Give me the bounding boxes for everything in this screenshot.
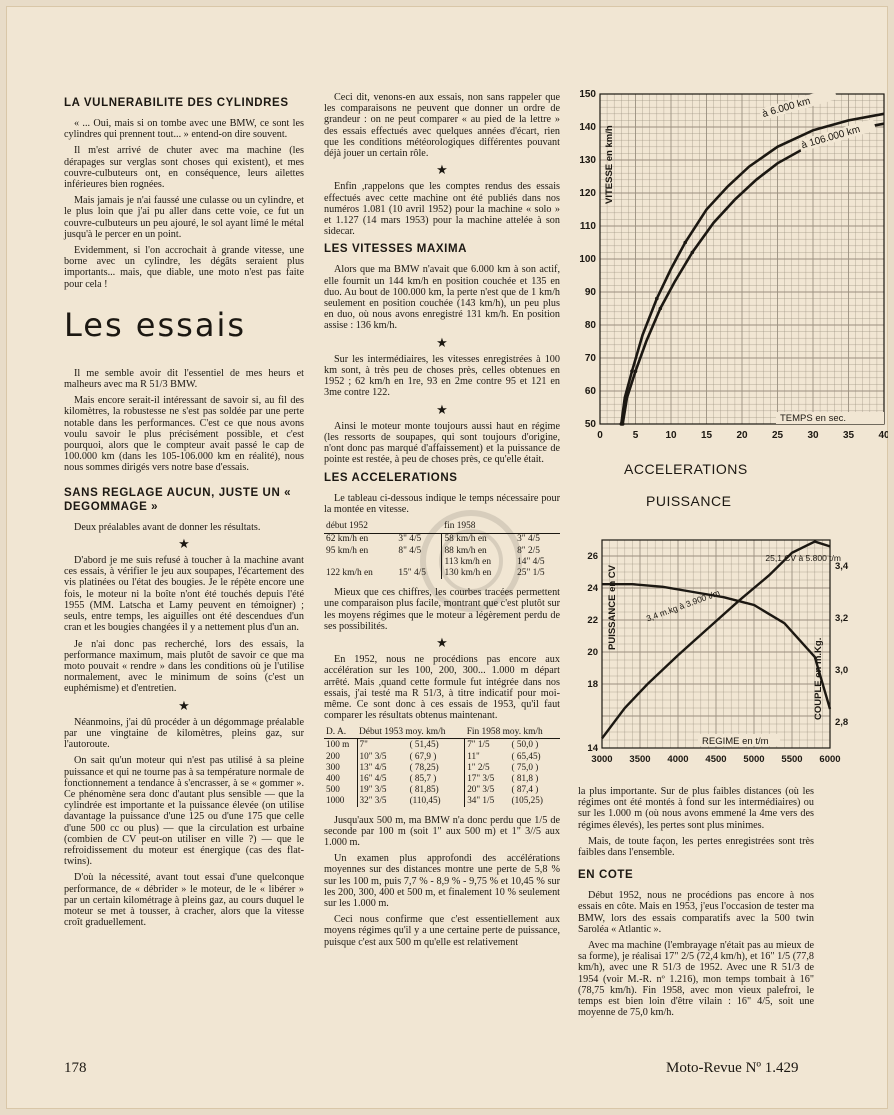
data-point	[621, 422, 625, 426]
table-cell: 7"	[357, 739, 408, 751]
y-tick-label: 120	[579, 188, 596, 199]
x-axis-label: REGIME en t/m	[702, 736, 769, 747]
table-row	[324, 795, 560, 806]
star-separator: ★	[178, 535, 190, 551]
x-tick-label: 10	[665, 430, 677, 441]
paragraph: Néanmoins, j'ai dû procéder à un dégommage préalable par une vingtaine de kilomètres, pleins gaz, sur l'autoroute.	[64, 716, 304, 751]
paragraph: D'où la nécessité, avant tout essai d'une quelconque performance, de « débrider » le moteur, de le « libérer » par un certain kilométrage à pleins gaz, au cours duquel le moteur se met à tousser, à cracher, alors que la vitesse croît graduellement.	[64, 872, 304, 929]
y2-tick-label: 3,2	[835, 613, 849, 624]
column-1	[64, 92, 304, 933]
y2-axis-label: COUPLE en m.Kg.	[813, 637, 824, 720]
table-cell: 20" 3/5	[465, 784, 510, 795]
table-cell: 88 km/h en	[442, 546, 515, 557]
table-row	[324, 784, 560, 795]
table-cell: 300	[326, 761, 340, 772]
table-cell: 7" 1/5	[465, 739, 510, 751]
table-cell: 130 km/h en	[442, 568, 515, 579]
table-cell: 15" 4/5	[398, 567, 426, 578]
data-point	[691, 251, 695, 255]
x-tick-label: 3000	[591, 754, 613, 765]
y-axis-label: PUISSANCE en CV	[607, 565, 618, 650]
paragraph: Sur les intermédiaires, les vitesses enregistrées à 100 km sont, à très peu de choses près, celles obtenues en 1952 ; 62 km/h en 1re, 93 en 2me contre 95 et 121 en 3me contre 122.	[324, 353, 560, 399]
heading-accelerations: LES ACCELERATIONS	[324, 471, 458, 484]
y-tick-label: 150	[579, 89, 596, 100]
table-cell: ( 50,0 )	[511, 739, 539, 750]
table-cell: ( 81,85)	[409, 784, 439, 795]
heading-cote: EN COTE	[578, 869, 634, 882]
paragraph: Deux préalables avant de donner les résultats.	[74, 521, 261, 533]
y-tick-label: 26	[587, 551, 598, 562]
table-cell: 122 km/h en	[326, 567, 373, 578]
x-tick-label: 0	[597, 430, 603, 441]
paragraph: Le tableau ci-dessous indique le temps nécessaire pour la montée en vitesse.	[324, 492, 560, 515]
series-label	[759, 88, 837, 121]
paragraph: Mieux que ces chiffres, les courbes tracées permettent une comparaison plus facile, montrant que c'est plutôt sur les moyens régimes que le moteur a légèrement perdu de ses possibilités.	[324, 587, 560, 632]
paragraph: Mais, de toute façon, les pertes enregistrées sont très faibles dans l'ensemble.	[578, 835, 814, 859]
table-cell: 200	[326, 750, 340, 761]
paragraph: Je n'ai donc pas recherché, lors des essais, la performance maximum, mais plutôt de savoir ce que ma moto pouvait « rendre » dans les conditions où je l'utilise normalement, avec le minimum de soins (c'est un euphémisme) et d'entretien.	[64, 638, 304, 695]
table-cell: 32" 3/5	[357, 795, 408, 806]
table-cell: ( 78,25)	[409, 761, 439, 772]
column-3	[578, 786, 814, 1023]
data-point	[659, 307, 663, 311]
y-tick-label: 80	[584, 320, 596, 331]
watermark-stamp-icon	[416, 506, 526, 616]
y-tick-label: 130	[579, 155, 596, 166]
table-row	[324, 773, 560, 784]
x-tick-label: 5000	[743, 754, 765, 765]
table-header: Début 1953 moy. km/h	[357, 726, 465, 739]
y-tick-label: 50	[584, 419, 596, 430]
y-tick-label: 90	[584, 287, 596, 298]
acceleration-table-2	[324, 726, 560, 806]
y-tick-label: 110	[579, 221, 596, 232]
x-tick-label: 40	[878, 430, 890, 441]
table-cell: ( 87,4 )	[511, 784, 539, 795]
paragraph: « ... Oui, mais si on tombe avec une BMW, ce sont les cylindres qui prennent tout... » entend-on dire souvent.	[64, 118, 304, 141]
table-cell: 1000	[326, 795, 345, 806]
table-cell: 100 m	[326, 739, 350, 750]
x-tick-label: 5500	[781, 754, 803, 765]
series-line	[623, 124, 884, 424]
table-cell: 34" 1/5	[465, 795, 510, 806]
table-cell: 95 km/h en	[326, 545, 369, 556]
heading-vulnerabilite: LA VULNERABILITE DES CYLINDRES	[64, 97, 289, 109]
table-header: fin 1958	[442, 520, 560, 534]
table-cell: ( 67,9 )	[409, 750, 437, 761]
table-cell: 3" 4/5	[398, 534, 422, 545]
table-cell: ( 75,0 )	[511, 761, 539, 772]
x-tick-label: 25	[771, 430, 784, 441]
data-point	[634, 369, 638, 373]
data-point	[655, 297, 659, 301]
table-cell: 19" 3/5	[357, 784, 408, 795]
x-tick-label: 6000	[819, 754, 841, 765]
paragraph: Il me semble avoir dit l'essentiel de mes heurs et malheurs avec ma R 51/3 BMW.	[64, 367, 304, 391]
paragraph: On sait qu'un moteur qui n'est pas utilisé à sa pleine puissance et qui ne tourne pas à sa température normale de fonctionnement a tendance à s'encrasser, à se « gommer ». Ce phénomène sera donc d'autant plus sensible — que la cylindrée est importante et la puissance élevée (on utilise davantage la puissance d'une 125 ou d'une 175 que celle d'une 500 cc ou plus) — que la circulation est urbaine (combien de CV peut-on utiliser en ville ?) — que le refroidissement du moteur est énergique (cas des flat-twins).	[64, 755, 304, 868]
table-cell: 113 km/h en	[442, 557, 515, 568]
y-tick-label: 14	[587, 743, 598, 754]
y-tick-label: 60	[584, 386, 596, 397]
table-cell: 14" 4/5	[517, 556, 545, 567]
table-cell: 10" 3/5	[357, 751, 408, 762]
x-tick-label: 3500	[629, 754, 651, 765]
table-cell: 11"	[465, 751, 510, 762]
table-cell: ( 65,45)	[511, 750, 541, 761]
y-tick-label: 140	[579, 122, 596, 133]
table-cell: (105,25)	[511, 795, 543, 806]
y2-tick-label: 3,0	[835, 665, 849, 676]
table-cell: (110,45)	[409, 795, 441, 806]
chart-caption-accelerations: ACCELERATIONS	[624, 461, 748, 477]
table-cell	[324, 557, 396, 568]
star-separator: ★	[178, 697, 190, 713]
paragraph: Ceci dit, venons-en aux essais, non sans rappeler que les comparaisons ne peuvent que donner un ordre de grandeur : on ne peut comparer « au pied de la lettre » des essais effectués avec quelques années d'écart, rien que les conditions météorologiques différentes pouvant déjà jouer un certain rôle.	[324, 92, 560, 160]
star-separator: ★	[436, 162, 448, 178]
x-tick-label: 35	[842, 430, 855, 441]
table-cell: 3" 4/5	[517, 534, 540, 545]
series-label-text: à 6.000 km	[761, 95, 812, 120]
data-point	[630, 369, 634, 373]
table-cell: 1" 2/5	[465, 762, 510, 773]
x-tick-label: 4000	[667, 754, 689, 765]
table-row	[324, 762, 560, 773]
table-cell: 16" 4/5	[357, 773, 408, 784]
heading-vitesses: LES VITESSES MAXIMA	[324, 243, 468, 256]
paragraph: Alors que ma BMW n'avait que 6.000 km à son actif, elle fournit un 144 km/h en position couchée et 135 en duo. Au bout de 100.000 km, la perte n'est que de 1 km/h seulement en position couchée (143 km/h), un peu plus en duo, où nous avons enregistré 131 km/h. En position assise : 136 km/h.	[324, 264, 560, 332]
table-cell: 400	[326, 772, 340, 783]
x-tick-label: 15	[700, 430, 713, 441]
x-tick-label: 4500	[705, 754, 727, 765]
y-axis-label: VITESSE en km/h	[604, 125, 615, 204]
table-cell: ( 51,45)	[409, 739, 439, 750]
paragraph: Un examen plus approfondi des accélérations moyennes sur des distances montre une perte de 5,8 % sur les 100 m, puis 7,7 % - 8,9 % - 9,75 % et 10,45 % sur les 200, 300, 400 et 500 m, et finalement 10 % seulement sur les 1.000 m.	[324, 853, 560, 909]
paragraph: Jusqu'aux 500 m, ma BMW n'a donc perdu que 1/5 de seconde par 100 m (soit 1" aux 500 m) et 1" 3//5 aux 1.000 m.	[324, 814, 560, 848]
table-cell: 58 km/h en	[442, 534, 515, 546]
series-label-text: à 106.000 km	[800, 124, 862, 152]
heading-reglage: SANS REGLAGE AUCUN, JUSTE UN « DEGOMMAGE »	[64, 486, 292, 513]
table-cell: 8" 2/5	[517, 545, 540, 556]
paragraph: Mais encore serait-il intéressant de savoir si, au fil des kilomètres, la robustesse ne s'est pas soldée par une perte notable dans les performances. C'est ce que nous avons voulu savoir le plus précisément possible, et c'est pourquoi, alors que le compteur avait passé le cap de 100.000 km (dans les 105-106.000 km en réalité), nous nous sommes dirigés vers notre base d'essais.	[64, 395, 304, 474]
paragraph: Ainsi le moteur monte toujours aussi haut en régime (les ressorts de soupapes, qui sont toujours d'origine, n'ont donc pas marqué d'affaissement) et la puissance de pointe est restée, à peu de choses près, ce qu'elle était.	[324, 420, 560, 466]
table-cell: 13" 4/5	[357, 762, 408, 773]
x-tick-label: 5	[632, 430, 639, 441]
star-separator: ★	[436, 401, 448, 417]
paragraph: Mais jamais je n'ai faussé une culasse ou un cylindre, et le plus loin que j'ai pu aller dans cette voie, ce fut un couvre-culbuteurs un peu ajouré, le sol ayant limé le métal jusqu'à le percer en un point.	[64, 195, 304, 240]
star-separator: ★	[436, 334, 448, 350]
y-tick-label: 100	[579, 254, 596, 265]
magazine-issue: Moto-Revue Nº 1.429	[666, 1060, 799, 1076]
paragraph: Début 1952, nous ne procédions pas encore à nos essais en côte. Mais en 1953, j'eus l'occasion de tester ma BMW, lors des essais comparatifs avec la 500 twin Saroléa « Atlantic ».	[578, 890, 814, 935]
power-chart	[562, 534, 888, 784]
star-separator: ★	[436, 634, 448, 650]
annotation-label: 25,1 CV à 5.800 t/m	[765, 552, 842, 563]
table-cell: 17" 3/5	[465, 773, 510, 784]
x-tick-label: 20	[736, 430, 748, 441]
table-header: D. A.	[324, 726, 357, 739]
y-tick-label: 24	[587, 583, 598, 594]
y-tick-label: 22	[587, 615, 598, 626]
table-cell: 500	[326, 784, 340, 795]
table-cell: ( 81,8 )	[511, 772, 539, 783]
paragraph: la plus importante. Sur de plus faibles distances (où les régimes ont été montés à fond sur les intermédiaires) ou sur les 1.000 m (où nous avons emmené la 4me vers des régimes élevés), les pertes sont plus minimes.	[578, 786, 814, 831]
y-tick-label: 18	[587, 679, 598, 690]
table-cell: ( 85,7 )	[409, 772, 437, 783]
y2-tick-label: 2,8	[835, 717, 849, 728]
annotation-label: 3,4 m.kg à 3.900 t/m	[644, 587, 722, 624]
paragraph: En 1952, nous ne procédions pas encore aux accélération sur les 100, 200, 300... 1.000 m départ arrêté. Mais ,quand cette formule fut intégrée dans nos essais, j'ai testé ma R 51/3, à titre indicatif pour moi-même. Ce sont donc à ces essais de 1953, qu'il faut comparer les résultats obtenus maintenant.	[324, 654, 560, 722]
page-number: 178	[64, 1060, 87, 1076]
y-tick-label: 20	[587, 647, 598, 658]
paragraph: Evidemment, si l'on accrochait à grande vitesse, une borne avec un cylindre, les dégâts seraient plus importants... mais, que diable, une moto n'est pas faite pour cela !	[64, 245, 304, 290]
table-header: Fin 1958 moy. km/h	[465, 726, 560, 739]
table-header: début 1952	[324, 520, 442, 534]
table-row	[324, 751, 560, 762]
table-row	[324, 739, 560, 751]
magazine-page	[6, 6, 888, 1109]
y-tick-label: 70	[584, 353, 596, 364]
x-tick-label: 30	[807, 430, 819, 441]
table-cell: 8" 4/5	[398, 545, 422, 556]
section-title: Les essais	[64, 305, 246, 344]
paragraph: Il m'est arrivé de chuter avec ma machine (les dérapages sur verglas sont choses qui existent), et mes couvre-culbuteurs ont, en conséquence, leurs ailettes inférieures bien rognées.	[64, 145, 304, 191]
data-point	[683, 241, 687, 245]
acceleration-chart	[562, 86, 888, 456]
table-cell: 62 km/h en	[326, 534, 369, 545]
chart-caption-puissance: PUISSANCE	[646, 493, 732, 509]
paragraph: Ceci nous confirme que c'est essentiellement aux moyens régimes qu'il y a une certaine perte de puissance, puisque c'est aux 500 m qu'elle est relativement	[324, 914, 560, 948]
x-axis-label: TEMPS en sec.	[780, 413, 846, 424]
paragraph: Enfin ,rappelons que les comptes rendus des essais effectués avec cette machine ont été publiés dans nos numéros 1.081 (10 avril 1952) pour la machine « solo » et 1.127 (14 mars 1953) pour la machine attelée à son sidecar.	[324, 181, 560, 238]
table-cell: 25" 1/5	[517, 567, 545, 578]
paragraph: Avec ma machine (l'embrayage n'était pas au mieux de sa forme), je réalisai 17" 2/5 (72,4 km/h), et 16" 1/5 (77,8 km/h), avec une R 51/3 de 1952. Avec une R 51/3 de 1954 (voir M.-R. nº 1.216), mon temps tombait à 16" (78,75 km/h). Fin 1958, avec mon vieux palefroi, le temps est bien loin d'être vilain : 16" 4/5, soit une moyenne de 75,0 km/h.	[578, 940, 814, 1019]
y2-tick-label: 3,4	[835, 561, 849, 572]
paragraph: D'abord je me suis refusé à toucher à la machine avant ces essais, à vérifier le jeu aux soupapes, l'écartement des vis platinées ou l'état des bougies. Je le répète encore une fois, le moteur ni la boîte n'ont été touchés depuis l'été 1955 (MM. Latscha et Lamy peuvent en témoigner) ; seuls, entre temps, les aiguilles ont été descendues d'un cran et les bougies changées il y a nettement plus d'un an.	[64, 555, 304, 634]
